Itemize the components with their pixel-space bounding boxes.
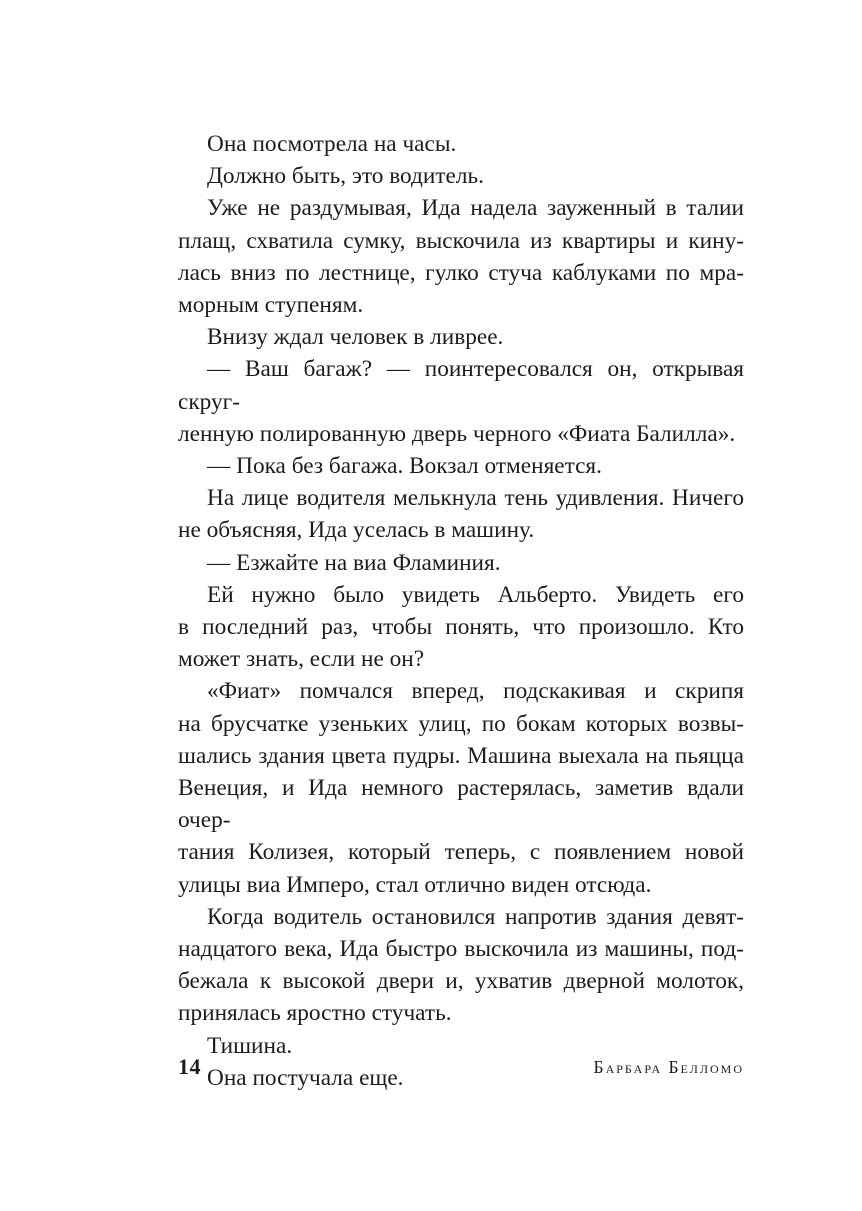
- paragraph: [178, 128, 744, 160]
- text-line: Внизу ждал человек в ливрее.: [207, 324, 504, 351]
- text-line: может знать, если не он?: [178, 646, 425, 673]
- paragraph: [178, 901, 744, 1030]
- text-line: — Ваш багаж? — поинтересовался он, открывая скруг-: [178, 356, 744, 415]
- text-line: ленную полированную дверь черного «Фиата Балилла».: [178, 420, 736, 447]
- paragraph: [178, 160, 744, 192]
- text-line: Должно быть, это водитель.: [207, 163, 484, 190]
- paragraph: [178, 450, 744, 482]
- running-head-author: Барбара Белломо: [593, 1057, 744, 1077]
- text-line: принялась яростно стучать.: [178, 1000, 452, 1027]
- text-line: Тишина.: [207, 1032, 293, 1059]
- text-line: шались здания цвета пудры. Машина выехала на пьяцца: [178, 742, 744, 769]
- paragraph: [178, 353, 744, 450]
- paragraph: [178, 547, 744, 579]
- text-line: Когда водитель остановился напротив здания девят-: [207, 903, 744, 930]
- paragraph: [178, 321, 744, 353]
- page-number: 14: [178, 1054, 201, 1079]
- text-line: «Фиат» помчался вперед, подскакивая и скрипя: [207, 678, 744, 705]
- text-line: тания Колизея, который теперь, с появлением новой: [178, 839, 744, 866]
- text-line: Она посмотрела на часы.: [207, 131, 457, 157]
- text-line: — Езжайте на виа Фламиния.: [207, 549, 501, 576]
- text-line: в последний раз, чтобы понять, что произошло. Кто: [178, 614, 744, 641]
- paragraph: [178, 579, 744, 676]
- text-line: Венеция, и Ида немного растерялась, заметив вдали очер-: [178, 775, 744, 834]
- text-line: бежала к высокой двери и, ухватив дверной молоток,: [178, 968, 744, 995]
- text-line: надцатого века, Ида быстро выскочила из машины, под-: [178, 936, 744, 963]
- text-line: лась вниз по лестнице, гулко стуча каблуками по мра-: [178, 259, 744, 286]
- text-line: улицы виа Имперо, стал отлично виден отсюда.: [178, 871, 652, 898]
- text-line: Ей нужно было увидеть Альберто. Увидеть его: [207, 581, 744, 608]
- text-line: на брусчатке узеньких улиц, по бокам которых возвы-: [178, 710, 744, 737]
- paragraph: [178, 192, 744, 321]
- text-line: Она постучала еще.: [207, 1064, 404, 1091]
- text-line: Уже не раздумывая, Ида надела зауженный в талии: [207, 195, 744, 222]
- text-line: морным ступеням.: [178, 292, 364, 319]
- text-line: На лице водителя мелькнула тень удивления. Ничего: [207, 485, 744, 512]
- text-line: не объясняя, Ида уселась в машину.: [178, 517, 535, 544]
- text-line: плащ, схватила сумку, выскочила из квартиры и кину-: [178, 227, 744, 254]
- text-line: — Пока без багажа. Вокзал отменяется.: [207, 453, 602, 480]
- paragraph: [178, 675, 744, 900]
- page-body: [178, 128, 744, 1094]
- paragraph: [178, 482, 744, 546]
- page-footer: [178, 1054, 744, 1086]
